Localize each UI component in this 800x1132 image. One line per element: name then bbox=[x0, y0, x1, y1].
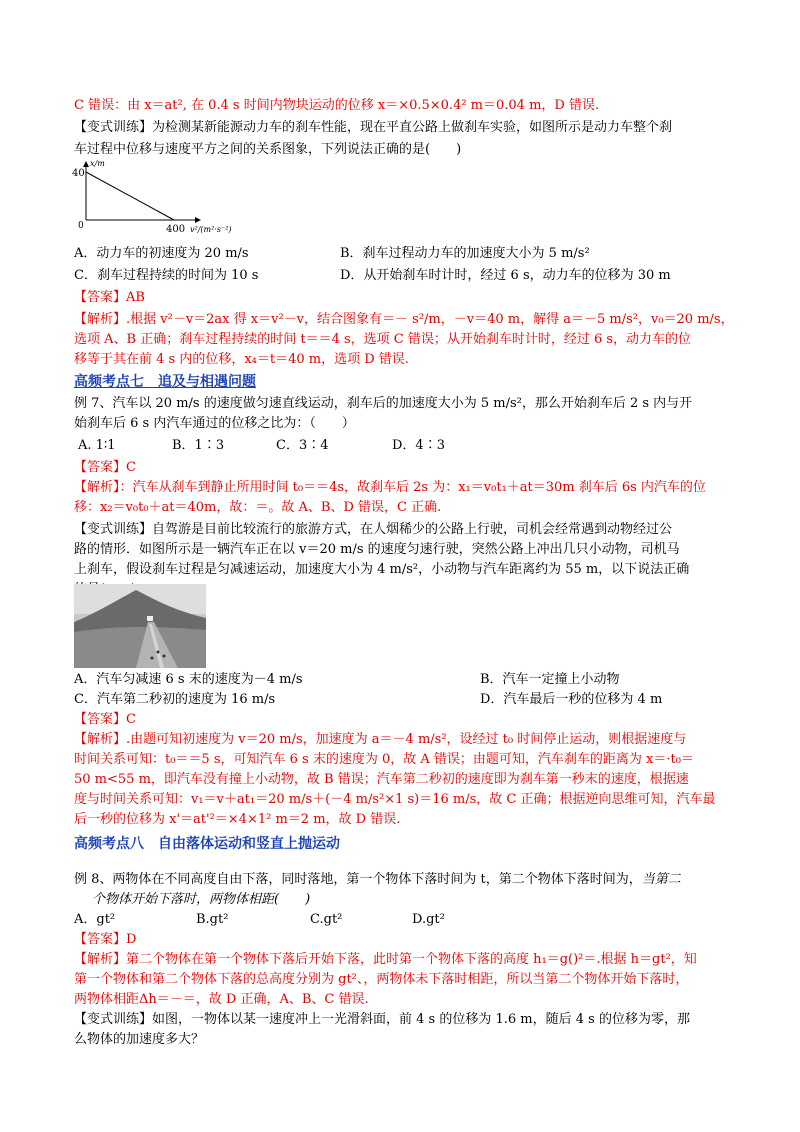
answer-label: 【答案】D bbox=[74, 932, 137, 947]
origin-label: 0 bbox=[78, 221, 84, 231]
question-line: 例 7、汽车以 20 m/s 的速度做匀速直线运动，刹车后的加速度大小为 5 m/s²，那么开始刹车后 2 s 内与开 bbox=[74, 396, 693, 411]
option-c: C．3∶4 bbox=[276, 438, 329, 453]
answer-label: 【答案】C bbox=[74, 460, 136, 475]
question-line: 路的情形．如图所示是一辆汽车正在以 v＝20 m/s 的速度匀速行驶，突然公路上冲出几只小动物，司机马 bbox=[74, 542, 680, 557]
question-line: 上刹车，假设刹车过程是匀减速运动，加速度大小为 4 m/s²，小动物与汽车距离约为 55 m，以下说法正确 bbox=[74, 562, 690, 577]
road-photo bbox=[74, 584, 206, 668]
option-c: C.gt² bbox=[310, 912, 343, 927]
xv2-graph bbox=[70, 158, 260, 238]
option-c: C．刹车过程持续的时间为 10 s bbox=[74, 268, 259, 283]
option-b: B．刹车过程动力车的加速度大小为 5 m/s² bbox=[340, 246, 590, 261]
x-tick-label: 400 bbox=[166, 224, 186, 235]
explanation-line: 后一秒的位移为 x'＝at'²＝×4×1² m＝2 m，故 D 错误. bbox=[74, 812, 401, 827]
graph-line bbox=[86, 172, 174, 220]
option-d: D．4∶3 bbox=[392, 438, 445, 453]
x-axis-label: v²/(m²·s⁻²) bbox=[190, 225, 232, 234]
text-line: 车过程中位移与速度平方之间的关系图象，下列说法正确的是( ) bbox=[74, 142, 462, 157]
explanation-line: 【解析】第二个物体在第一个物体下落后开始下落，此时第一个物体下落的高度 h₁＝g()²＝.根据 h＝gt²，知 bbox=[74, 952, 697, 967]
explanation-line: 50 m<55 m，即汽车没有撞上小动物，故 B 错误；汽车第二秒初的速度即为刹车第一秒末的速度，根据速 bbox=[74, 772, 689, 787]
question-line: 始刹车后 6 s 内汽车通过的位移之比为：（ ） bbox=[74, 416, 355, 431]
question-line: 【变式训练】如图，一物体以某一速度冲上一光滑斜面，前 4 s 的位移为 1.6 m，随后 4 s 的位移为零，那 bbox=[74, 1012, 690, 1027]
question-line bbox=[74, 870, 681, 890]
option-b: B．1∶3 bbox=[172, 438, 225, 453]
answer-label: 【答案】C bbox=[74, 712, 136, 727]
option-d: D．从开始刹车时计时，经过 6 s，动力车的位移为 30 m bbox=[340, 268, 671, 283]
option-a: A. 1∶1 bbox=[78, 438, 116, 453]
explanation-line: 【解析】：汽车从刹车到静止所用时间 t₀＝＝4s，故刹车后 2s 为：x₁＝v₀t₁＋at＝30m 刹车后 6s 内汽车的位 bbox=[74, 480, 706, 495]
section-heading: 高频考点七 追及与相遇问题 bbox=[74, 374, 256, 390]
y-axis-label: x/m bbox=[90, 159, 105, 168]
section-heading: 高频考点八 自由落体运动和竖直上抛运动 bbox=[74, 836, 340, 852]
option-b: B．汽车一定撞上小动物 bbox=[480, 672, 620, 687]
option-b: B.gt² bbox=[196, 912, 229, 927]
option-a: A．动力车的初速度为 20 m/s bbox=[74, 246, 249, 261]
question-text-italic: 当第二 bbox=[641, 872, 681, 887]
explanation-line: 移等于其在前 4 s 内的位移，x₄＝t＝40 m，选项 D 错误. bbox=[74, 352, 409, 367]
explanation-line: 【解析】.根据 v²－v＝2ax 得 x＝v²－v，结合图象有＝－ s²/m，－v＝40 m，解得 a＝－5 m/s²，v₀＝20 m/s， bbox=[74, 312, 734, 327]
explanation-line: 第一个物体和第二个物体下落的总高度分别为 gt²、，两物体未下落时相距，所以当第二个物体开始下落时， bbox=[74, 972, 689, 987]
explanation-line: 【解析】.由题可知初速度为 v＝20 m/s，加速度为 a＝－4 m/s²，设经过 t₀ 时间停止运动，则根据速度与 bbox=[74, 732, 687, 747]
explanation-line: 移：x₂＝v₀t₀＋at＝40m，故：＝。故 A、B、D 错误，C 正确. bbox=[74, 500, 442, 515]
option-a: A．汽车匀减速 6 s 末的速度为－4 m/s bbox=[74, 672, 303, 687]
option-c: C．汽车第二秒初的速度为 16 m/s bbox=[74, 692, 276, 707]
question-line: 么物体的加速度多大？ bbox=[74, 1032, 205, 1047]
question-text: 例 8、两物体在不同高度自由下落，同时落地，第一个物体下落时间为 t，第二个物体下落时间为， bbox=[74, 872, 642, 887]
question-line: 【变式训练】自驾游是目前比较流行的旅游方式，在人烟稀少的公路上行驶，司机会经常遇到动物经过公 bbox=[74, 522, 673, 537]
option-d: D.gt² bbox=[412, 912, 445, 927]
explanation-line: 选项 A、B 正确；刹车过程持续的时间 t＝＝4 s，选项 C 错误；从开始刹车时计时，经过 6 s，动力车的位 bbox=[74, 332, 692, 347]
explanation-line: 时间关系可知：t₀＝＝5 s，可知汽车 6 s 末的速度为 0，故 A 错误；由题可知，汽车刹车的距离为 x＝·t₀＝ bbox=[74, 752, 694, 767]
explanation-line: 度与时间关系可知：v₁＝v＋at₁＝20 m/s＋(－4 m/s²×1 s)＝16 m/s，故 C 正确；根据逆向思维可知，汽车最 bbox=[74, 792, 716, 807]
text-line: C 错误：由 x＝at², 在 0.4 s 时间内物块运动的位移 x＝×0.5×0.4² m＝0.04 m，D 错误. bbox=[74, 98, 600, 113]
answer-label: 【答案】AB bbox=[74, 290, 145, 305]
option-d: D．汽车最后一秒的位移为 4 m bbox=[480, 692, 663, 707]
question-line: 个物体开始下落时，两物体相距( ) bbox=[92, 892, 311, 907]
option-a: A．gt² bbox=[74, 912, 116, 927]
explanation-line: 两物体相距Δh＝－＝，故 D 正确，A、B、C 错误. bbox=[74, 992, 369, 1007]
y-tick-label: 40 bbox=[72, 168, 85, 179]
text-line: 【变式训练】为检测某新能源动力车的刹车性能，现在平直公路上做刹车实验，如图所示是动力车整个刹 bbox=[74, 120, 673, 135]
